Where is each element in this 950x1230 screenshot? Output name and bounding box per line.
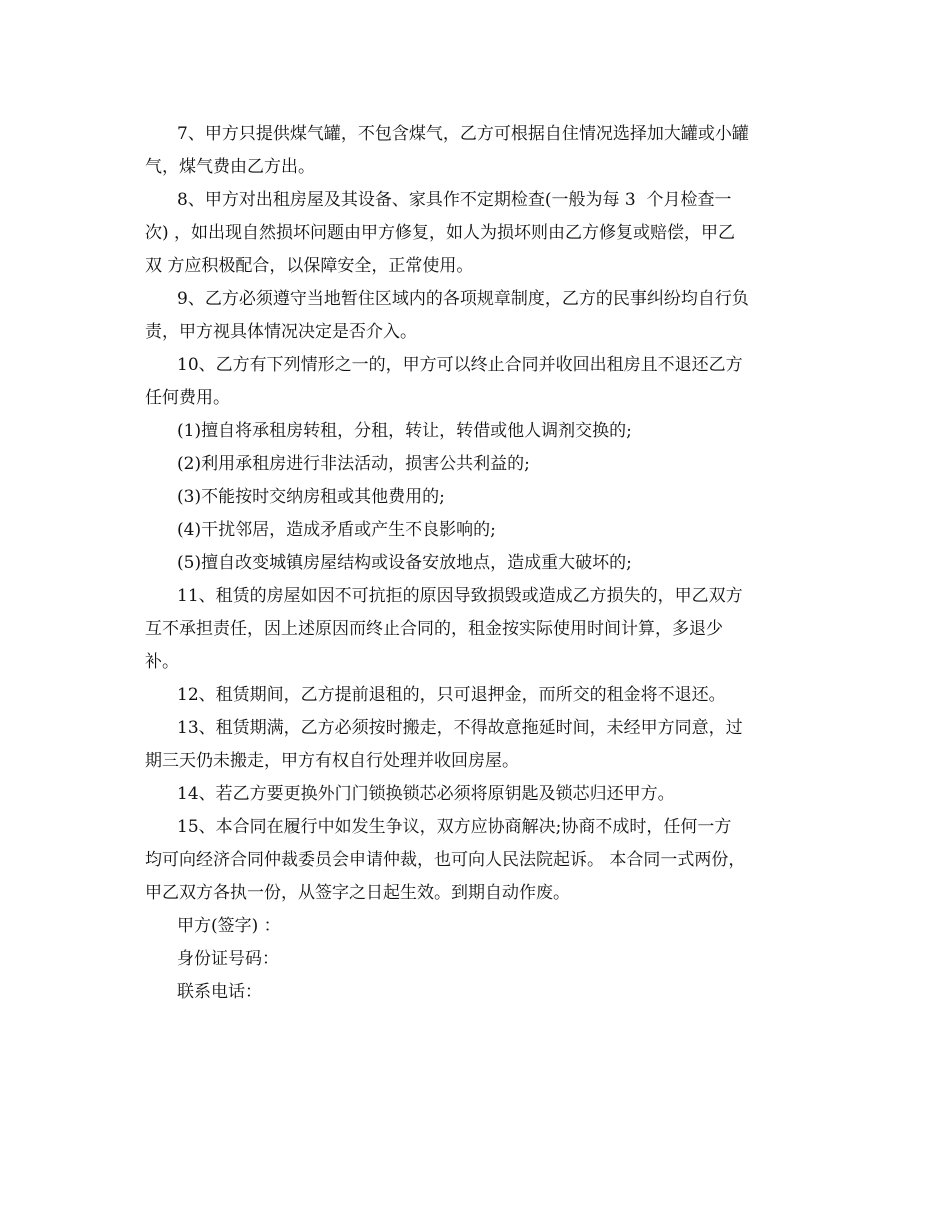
text-line: 11、租赁的房屋如因不可抗拒的原因导致损毁或造成乙方损失的，甲乙双方	[177, 586, 743, 606]
text-line: 14、若乙方要更换外门门锁换锁芯必须将原钥匙及锁芯归还甲方。	[177, 784, 675, 804]
text-line: 互不承担责任，因上述原因而终止合同的，租金按实际使用时间计算，多退少	[145, 619, 723, 639]
contract-page	[145, 118, 810, 1009]
text-line: (5)擅自改变城镇房屋结构或设备安放地点，造成重大破坏的;	[177, 553, 632, 573]
text-line: 次) ，如出现自然损坏问题由甲方修复，如人为损坏则由乙方修复或赔偿，甲乙	[145, 223, 736, 243]
text-line: (3)不能按时交纳房租或其他费用的;	[177, 487, 445, 507]
text-line: 责，甲方视具体情况决定是否介入。	[145, 322, 417, 342]
text-line: 气，煤气费由乙方出。	[145, 157, 315, 177]
text-line: (1)擅自将承租房转租，分租，转让，转借或他人调剂交换的;	[177, 421, 632, 441]
text-line: 9、乙方必须遵守当地暂住区域内的各项规章制度，乙方的民事纠纷均自行负	[177, 289, 749, 309]
text-line: 15、本合同在履行中如发生争议，双方应协商解决;协商不成时，任何一方	[177, 817, 732, 837]
text-line: 甲方(签字) ：	[177, 916, 281, 936]
text-line: 任何费用。	[145, 388, 230, 408]
text-line: 甲乙双方各执一份，从签字之日起生效。到期自动作废。	[145, 883, 570, 903]
text-line: 补。	[145, 652, 179, 672]
text-line: 13、租赁期满，乙方必须按时搬走，不得故意拖延时间，未经甲方同意，过	[177, 718, 743, 738]
text-line: 10、乙方有下列情形之一的，甲方可以终止合同并收回出租房且不退还乙方	[177, 355, 743, 375]
text-line: 8、甲方对出租房屋及其设备、家具作不定期检查(一般为每 3 个月检查一	[177, 190, 732, 210]
text-line: (4)干扰邻居，造成矛盾或产生不良影响的;	[177, 520, 496, 540]
text-line: 7、甲方只提供煤气罐，不包含煤气，乙方可根据自住情况选择加大罐或小罐	[177, 124, 749, 144]
text-line: 均可向经济合同仲裁委员会申请仲裁，也可向人民法院起诉。 本合同一式两份，	[145, 850, 746, 870]
text-line: 双 方应积极配合，以保障安全，正常使用。	[145, 256, 474, 276]
text-line: (2)利用承租房进行非法活动，损害公共利益的;	[177, 454, 530, 474]
text-line: 身份证号码：	[177, 949, 279, 969]
text-line: 期三天仍未搬走，甲方有权自行处理并收回房屋。	[145, 751, 519, 771]
text-line: 12、租赁期间，乙方提前退租的，只可退押金，而所交的租金将不退还。	[177, 685, 726, 705]
text-line: 联系电话：	[177, 982, 262, 1002]
